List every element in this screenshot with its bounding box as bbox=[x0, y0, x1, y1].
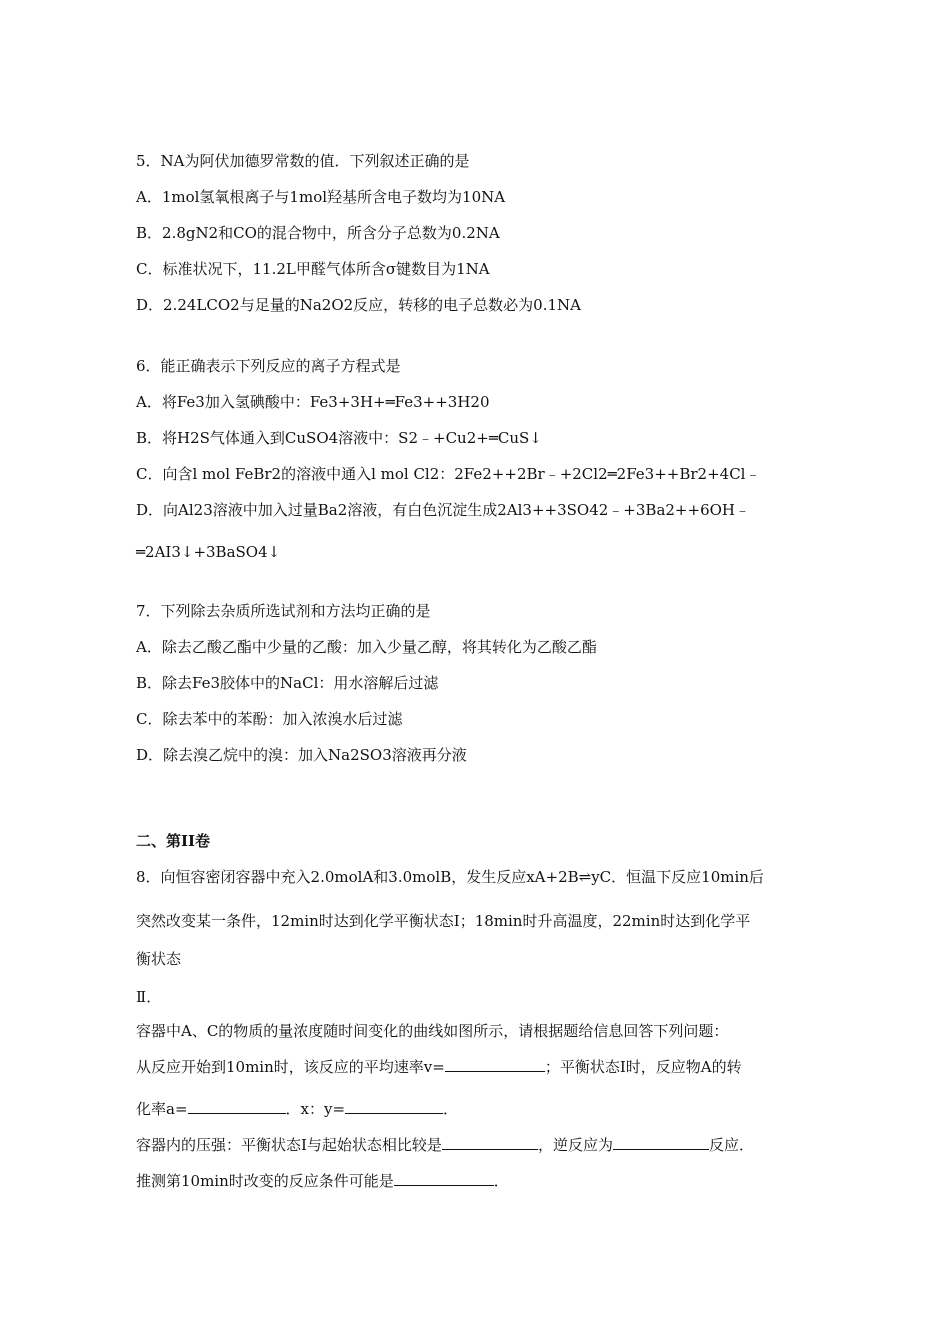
question-7-option-d: D．除去溴乙烷中的溴：加入Na2SO3溶液再分液 bbox=[136, 746, 467, 764]
question-8-line-8 bbox=[136, 1135, 754, 1155]
question-8-line-9 bbox=[136, 1171, 509, 1191]
reaction-suffix: 反应． bbox=[708, 1136, 754, 1154]
question-8-line-4: Ⅱ． bbox=[136, 988, 162, 1006]
line-9-end: ． bbox=[493, 1172, 509, 1190]
pressure-prompt: 容器内的压强：平衡状态Ⅰ与起始状态相比较是 bbox=[136, 1136, 442, 1154]
reverse-reaction-answer-blank[interactable] bbox=[613, 1135, 709, 1150]
section-heading: 二、第II卷 bbox=[136, 832, 211, 850]
question-5-option-b: B．2.8gN2和CO的混合物中，所含分子总数为0.2NA bbox=[136, 224, 500, 242]
ratio-label: ．x：y= bbox=[285, 1100, 346, 1118]
condition-answer-blank[interactable] bbox=[394, 1171, 494, 1186]
rate-answer-blank[interactable] bbox=[445, 1057, 545, 1072]
question-6-option-a: A．将Fe3加入氢碘酸中：Fe3+3H+═Fe3++3H20 bbox=[136, 393, 490, 411]
question-6-option-b: B．将H2S气体通入到CuSO4溶液中：S2﹣+Cu2+═CuS↓ bbox=[136, 429, 542, 447]
question-6-option-d-continued: ═2AI3↓+3BaSO4↓ bbox=[136, 543, 281, 561]
question-5-option-a: A．1mol氢氧根离子与1mol羟基所含电子数均为10NA bbox=[136, 188, 506, 206]
question-7-stem: 7．下列除去杂质所选试剂和方法均正确的是 bbox=[136, 602, 431, 620]
line-7-end: ． bbox=[443, 1100, 459, 1118]
question-7-option-b: B．除去Fe3胶体中的NaCl：用水溶解后过滤 bbox=[136, 674, 439, 692]
conversion-label: 化率a= bbox=[136, 1100, 188, 1118]
pressure-answer-blank[interactable] bbox=[442, 1135, 538, 1150]
question-8-line-6 bbox=[136, 1057, 742, 1077]
question-5-option-c: C．标准状况下，11.2L甲醛气体所含σ键数目为1NA bbox=[136, 260, 490, 278]
question-5-option-d: D．2.24LCO2与足量的Na2O2反应，转移的电子总数必为0.1NA bbox=[136, 296, 581, 314]
question-8-line-2: 突然改变某一条件，12min时达到化学平衡状态Ⅰ；18min时升高温度，22min时达到化学平 bbox=[136, 912, 751, 930]
question-8-line-1: 8．向恒容密闭容器中充入2.0molA和3.0molB，发生反应xA+2B⇌yC．恒温下反应10min后 bbox=[136, 868, 764, 886]
question-6-option-d: D．向Al23溶液中加入过量Ba2溶液，有白色沉淀生成2Al3++3SO42﹣+3Ba2++6OH﹣ bbox=[136, 501, 750, 519]
question-8-line-7 bbox=[136, 1099, 458, 1119]
question-8-line-3: 衡状态 bbox=[136, 950, 182, 968]
conversion-answer-blank[interactable] bbox=[188, 1099, 286, 1114]
question-6-option-c: C．向含l mol FeBr2的溶液中通入l mol Cl2：2Fe2++2Br﹣+2Cl2═2Fe3++Br2+4Cl﹣ bbox=[136, 465, 761, 483]
question-7-option-a: A．除去乙酸乙酯中少量的乙酸：加入少量乙醇，将其转化为乙酸乙酯 bbox=[136, 638, 597, 656]
rate-prompt: 从反应开始到10min时，该反应的平均速率v= bbox=[136, 1058, 445, 1076]
condition-prompt: 推测第10min时改变的反应条件可能是 bbox=[136, 1172, 394, 1190]
ratio-answer-blank[interactable] bbox=[345, 1099, 443, 1114]
question-5-stem: 5．NA为阿伏加德罗常数的值．下列叙述正确的是 bbox=[136, 152, 470, 170]
question-6-stem: 6．能正确表示下列反应的离子方程式是 bbox=[136, 357, 401, 375]
conversion-prompt: ；平衡状态Ⅰ时，反应物A的转 bbox=[544, 1058, 742, 1076]
question-8-line-5: 容器中A、C的物质的量浓度随时间变化的曲线如图所示，请根据题给信息回答下列问题： bbox=[136, 1022, 729, 1040]
reverse-reaction-prompt: ，逆反应为 bbox=[537, 1136, 613, 1154]
question-7-option-c: C．除去苯中的苯酚：加入浓溴水后过滤 bbox=[136, 710, 403, 728]
